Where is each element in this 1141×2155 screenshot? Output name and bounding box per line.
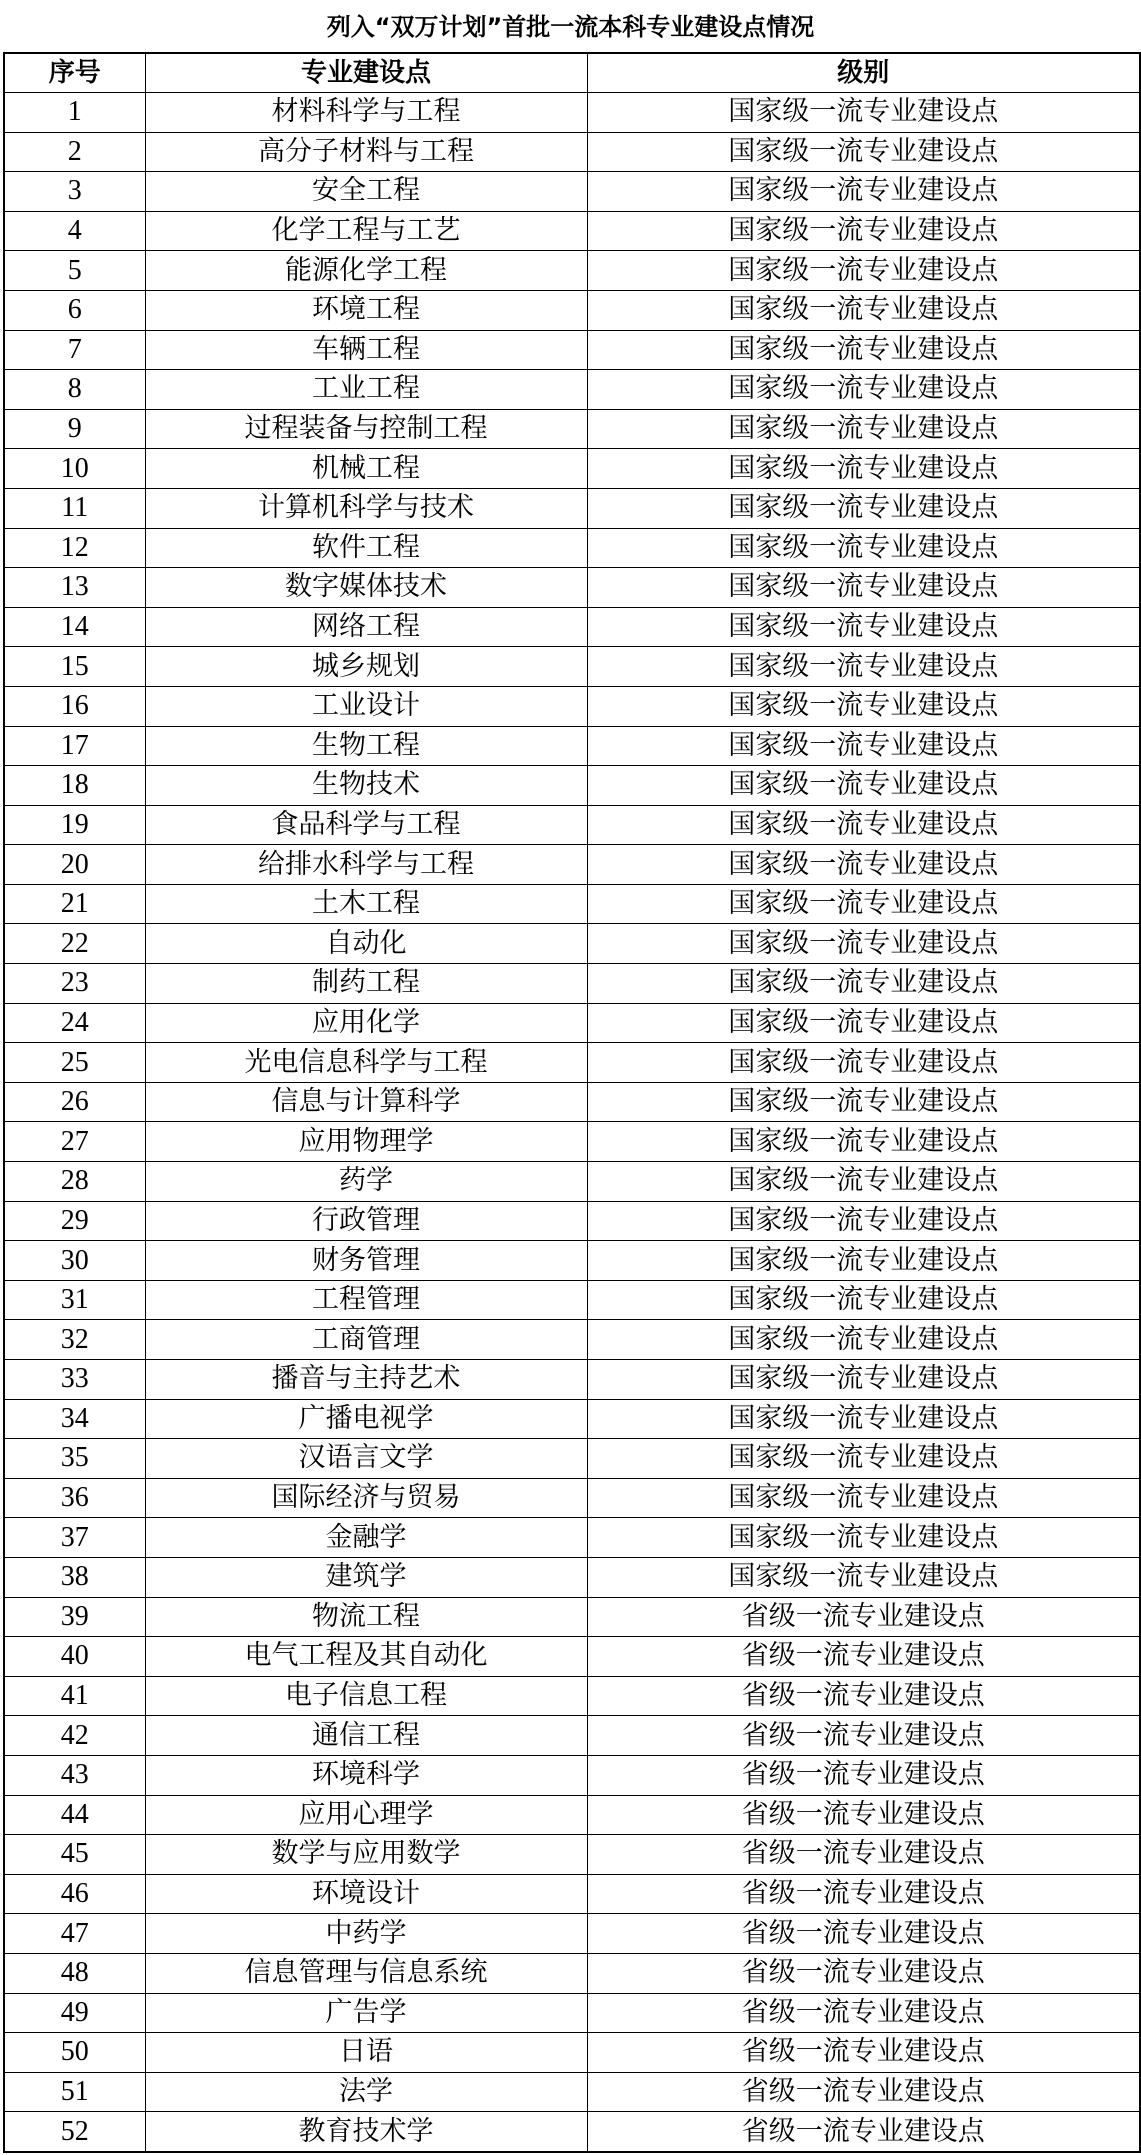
page-title: 列入“双万计划”首批一流本科专业建设点情况 (326, 13, 815, 41)
row-major: 电气工程及其自动化 (145, 1637, 587, 1677)
row-major: 给排水科学与工程 (145, 845, 587, 885)
row-major: 生物技术 (145, 766, 587, 806)
row-level: 省级一流专业建设点 (587, 1637, 1140, 1677)
table-row (4, 1003, 1140, 1043)
row-index: 18 (4, 766, 145, 806)
table-row (4, 93, 1140, 133)
row-level: 国家级一流专业建设点 (587, 686, 1140, 726)
row-major: 日语 (145, 2033, 587, 2073)
row-level: 省级一流专业建设点 (587, 2072, 1140, 2112)
table-row (4, 1557, 1140, 1597)
row-level: 省级一流专业建设点 (587, 1676, 1140, 1716)
table-body (4, 93, 1140, 2152)
row-level: 国家级一流专业建设点 (587, 607, 1140, 647)
table-row (4, 370, 1140, 410)
row-major: 机械工程 (145, 449, 587, 489)
row-index: 14 (4, 607, 145, 647)
table-row (4, 330, 1140, 370)
table-row (4, 647, 1140, 687)
row-level: 省级一流专业建设点 (587, 1795, 1140, 1835)
row-major: 材料科学与工程 (145, 93, 587, 133)
row-index: 23 (4, 964, 145, 1004)
row-major: 汉语言文学 (145, 1439, 587, 1479)
row-major: 城乡规划 (145, 647, 587, 687)
row-index: 6 (4, 290, 145, 330)
table-row (4, 1399, 1140, 1439)
row-level: 国家级一流专业建设点 (587, 1439, 1140, 1479)
row-level: 国家级一流专业建设点 (587, 1280, 1140, 1320)
header-index: 序号 (4, 53, 145, 93)
row-major: 高分子材料与工程 (145, 132, 587, 172)
row-index: 12 (4, 528, 145, 568)
row-major: 药学 (145, 1162, 587, 1202)
row-major: 数学与应用数学 (145, 1835, 587, 1875)
row-major: 法学 (145, 2072, 587, 2112)
header-level: 级别 (587, 53, 1140, 93)
table-row (4, 964, 1140, 1004)
row-major: 播音与主持艺术 (145, 1360, 587, 1400)
row-index: 38 (4, 1557, 145, 1597)
row-major: 环境设计 (145, 1874, 587, 1914)
row-index: 28 (4, 1162, 145, 1202)
header-major: 专业建设点 (145, 53, 587, 93)
table-row (4, 1162, 1140, 1202)
row-index: 22 (4, 924, 145, 964)
row-index: 29 (4, 1201, 145, 1241)
table-row (4, 1676, 1140, 1716)
row-major: 数字媒体技术 (145, 568, 587, 608)
row-index: 47 (4, 1914, 145, 1954)
table-row (4, 1320, 1140, 1360)
row-index: 9 (4, 409, 145, 449)
row-major: 环境工程 (145, 290, 587, 330)
row-major: 广播电视学 (145, 1399, 587, 1439)
row-level: 省级一流专业建设点 (587, 1835, 1140, 1875)
table-row (4, 290, 1140, 330)
row-major: 网络工程 (145, 607, 587, 647)
row-level: 国家级一流专业建设点 (587, 1082, 1140, 1122)
row-major: 通信工程 (145, 1716, 587, 1756)
table-row (4, 1518, 1140, 1558)
table-row (4, 251, 1140, 291)
row-index: 41 (4, 1676, 145, 1716)
row-index: 48 (4, 1953, 145, 1993)
row-major: 工业设计 (145, 686, 587, 726)
row-index: 52 (4, 2112, 145, 2152)
table-row (4, 607, 1140, 647)
row-level: 国家级一流专业建设点 (587, 1201, 1140, 1241)
row-level: 省级一流专业建设点 (587, 1716, 1140, 1756)
row-index: 36 (4, 1478, 145, 1518)
row-index: 30 (4, 1241, 145, 1281)
row-index: 45 (4, 1835, 145, 1875)
row-major: 软件工程 (145, 528, 587, 568)
table-row (4, 1835, 1140, 1875)
row-index: 44 (4, 1795, 145, 1835)
row-level: 国家级一流专业建设点 (587, 211, 1140, 251)
table-row (4, 1122, 1140, 1162)
row-index: 31 (4, 1280, 145, 1320)
row-major: 生物工程 (145, 726, 587, 766)
table-row (4, 726, 1140, 766)
majors-table (3, 52, 1141, 2153)
row-index: 20 (4, 845, 145, 885)
row-level: 省级一流专业建设点 (587, 1993, 1140, 2033)
table-row (4, 2072, 1140, 2112)
row-level: 国家级一流专业建设点 (587, 766, 1140, 806)
table-row (4, 1914, 1140, 1954)
table-row (4, 2112, 1140, 2152)
table-row (4, 1993, 1140, 2033)
row-major: 财务管理 (145, 1241, 587, 1281)
row-major: 广告学 (145, 1993, 587, 2033)
table-row (4, 1755, 1140, 1795)
row-major: 土木工程 (145, 884, 587, 924)
table-row (4, 1439, 1140, 1479)
row-level: 国家级一流专业建设点 (587, 1122, 1140, 1162)
table-row (4, 1082, 1140, 1122)
row-index: 26 (4, 1082, 145, 1122)
row-major: 工商管理 (145, 1320, 587, 1360)
row-level: 国家级一流专业建设点 (587, 1320, 1140, 1360)
row-level: 国家级一流专业建设点 (587, 132, 1140, 172)
table-row (4, 845, 1140, 885)
row-index: 33 (4, 1360, 145, 1400)
row-level: 国家级一流专业建设点 (587, 1399, 1140, 1439)
row-major: 工程管理 (145, 1280, 587, 1320)
table-row (4, 1953, 1140, 1993)
row-major: 化学工程与工艺 (145, 211, 587, 251)
row-major: 行政管理 (145, 1201, 587, 1241)
table-row (4, 1637, 1140, 1677)
row-index: 16 (4, 686, 145, 726)
row-level: 国家级一流专业建设点 (587, 1478, 1140, 1518)
row-level: 国家级一流专业建设点 (587, 1518, 1140, 1558)
row-level: 省级一流专业建设点 (587, 1953, 1140, 1993)
row-index: 8 (4, 370, 145, 410)
row-major: 车辆工程 (145, 330, 587, 370)
row-index: 43 (4, 1755, 145, 1795)
table-row (4, 1201, 1140, 1241)
table-row (4, 1795, 1140, 1835)
row-level: 国家级一流专业建设点 (587, 528, 1140, 568)
row-level: 国家级一流专业建设点 (587, 1162, 1140, 1202)
row-level: 国家级一流专业建设点 (587, 370, 1140, 410)
row-major: 中药学 (145, 1914, 587, 1954)
row-level: 国家级一流专业建设点 (587, 1003, 1140, 1043)
row-index: 21 (4, 884, 145, 924)
row-major: 食品科学与工程 (145, 805, 587, 845)
row-major: 金融学 (145, 1518, 587, 1558)
table-row (4, 1478, 1140, 1518)
table-row (4, 1874, 1140, 1914)
table-row (4, 409, 1140, 449)
row-level: 省级一流专业建设点 (587, 2112, 1140, 2152)
table-row (4, 568, 1140, 608)
row-level: 国家级一流专业建设点 (587, 409, 1140, 449)
table-row (4, 449, 1140, 489)
row-index: 32 (4, 1320, 145, 1360)
table-row (4, 1280, 1140, 1320)
row-major: 过程装备与控制工程 (145, 409, 587, 449)
row-level: 国家级一流专业建设点 (587, 1043, 1140, 1083)
table-row (4, 132, 1140, 172)
row-level: 国家级一流专业建设点 (587, 924, 1140, 964)
row-index: 13 (4, 568, 145, 608)
row-level: 国家级一流专业建设点 (587, 1360, 1140, 1400)
row-major: 建筑学 (145, 1557, 587, 1597)
row-major: 应用心理学 (145, 1795, 587, 1835)
table-row (4, 766, 1140, 806)
row-level: 国家级一流专业建设点 (587, 1241, 1140, 1281)
row-index: 51 (4, 2072, 145, 2112)
table-row (4, 1597, 1140, 1637)
row-index: 11 (4, 488, 145, 528)
row-level: 国家级一流专业建设点 (587, 805, 1140, 845)
row-level: 国家级一流专业建设点 (587, 884, 1140, 924)
row-major: 应用化学 (145, 1003, 587, 1043)
row-level: 国家级一流专业建设点 (587, 726, 1140, 766)
table-row (4, 1241, 1140, 1281)
row-index: 35 (4, 1439, 145, 1479)
row-index: 5 (4, 251, 145, 291)
row-index: 10 (4, 449, 145, 489)
row-major: 信息管理与信息系统 (145, 1953, 587, 1993)
row-index: 2 (4, 132, 145, 172)
row-major: 环境科学 (145, 1755, 587, 1795)
row-index: 1 (4, 93, 145, 133)
row-level: 省级一流专业建设点 (587, 1874, 1140, 1914)
row-index: 4 (4, 211, 145, 251)
row-major: 物流工程 (145, 1597, 587, 1637)
row-level: 国家级一流专业建设点 (587, 93, 1140, 133)
row-level: 国家级一流专业建设点 (587, 172, 1140, 212)
row-level: 国家级一流专业建设点 (587, 647, 1140, 687)
table-row (4, 2033, 1140, 2073)
table-row (4, 805, 1140, 845)
table-row (4, 884, 1140, 924)
row-index: 50 (4, 2033, 145, 2073)
table-row (4, 1360, 1140, 1400)
row-major: 能源化学工程 (145, 251, 587, 291)
row-level: 省级一流专业建设点 (587, 2033, 1140, 2073)
row-level: 国家级一流专业建设点 (587, 845, 1140, 885)
row-level: 国家级一流专业建设点 (587, 251, 1140, 291)
row-index: 49 (4, 1993, 145, 2033)
table-row (4, 528, 1140, 568)
row-major: 国际经济与贸易 (145, 1478, 587, 1518)
row-level: 国家级一流专业建设点 (587, 290, 1140, 330)
row-index: 7 (4, 330, 145, 370)
row-index: 17 (4, 726, 145, 766)
table-row (4, 488, 1140, 528)
row-level: 国家级一流专业建设点 (587, 568, 1140, 608)
row-level: 国家级一流专业建设点 (587, 1557, 1140, 1597)
row-major: 安全工程 (145, 172, 587, 212)
table-row (4, 924, 1140, 964)
row-index: 27 (4, 1122, 145, 1162)
row-index: 25 (4, 1043, 145, 1083)
row-index: 19 (4, 805, 145, 845)
table-row (4, 1716, 1140, 1756)
row-major: 信息与计算科学 (145, 1082, 587, 1122)
table-row (4, 172, 1140, 212)
row-major: 自动化 (145, 924, 587, 964)
row-index: 3 (4, 172, 145, 212)
table-row (4, 1043, 1140, 1083)
row-major: 工业工程 (145, 370, 587, 410)
row-level: 国家级一流专业建设点 (587, 449, 1140, 489)
row-index: 15 (4, 647, 145, 687)
row-index: 40 (4, 1637, 145, 1677)
row-index: 24 (4, 1003, 145, 1043)
row-major: 应用物理学 (145, 1122, 587, 1162)
row-index: 34 (4, 1399, 145, 1439)
row-major: 教育技术学 (145, 2112, 587, 2152)
row-index: 42 (4, 1716, 145, 1756)
row-level: 国家级一流专业建设点 (587, 964, 1140, 1004)
table-header-row (4, 53, 1140, 93)
row-major: 计算机科学与技术 (145, 488, 587, 528)
row-level: 国家级一流专业建设点 (587, 488, 1140, 528)
row-index: 37 (4, 1518, 145, 1558)
row-level: 省级一流专业建设点 (587, 1597, 1140, 1637)
row-major: 电子信息工程 (145, 1676, 587, 1716)
row-level: 省级一流专业建设点 (587, 1914, 1140, 1954)
row-index: 46 (4, 1874, 145, 1914)
row-index: 39 (4, 1597, 145, 1637)
row-level: 国家级一流专业建设点 (587, 330, 1140, 370)
table-row (4, 211, 1140, 251)
row-major: 制药工程 (145, 964, 587, 1004)
row-major: 光电信息科学与工程 (145, 1043, 587, 1083)
table-row (4, 686, 1140, 726)
row-level: 省级一流专业建设点 (587, 1755, 1140, 1795)
